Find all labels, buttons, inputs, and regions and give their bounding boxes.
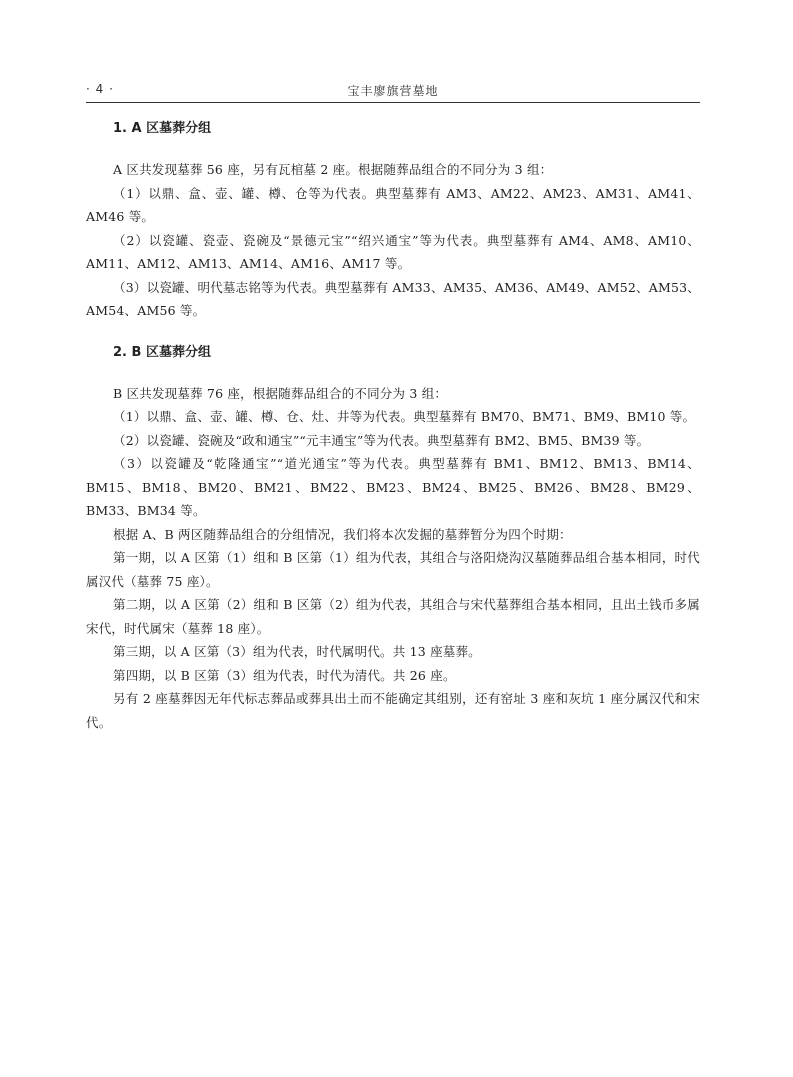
- section-heading-b: 2. B 区墓葬分组: [113, 344, 211, 360]
- book-title: 宝丰廖旗营墓地: [347, 84, 439, 98]
- paragraph-period-2: 第二期，以 A 区第（2）组和 B 区第（2）组为代表，其组合与宋代墓葬组合基本相同，且出土钱币多属宋代，时代属宋（墓葬 18 座）。: [86, 597, 700, 636]
- paragraph-b-group-2: （2）以瓷罐、瓷碗及“政和通宝”“元丰通宝”等为代表。典型墓葬有 BM2、BM5、BM39 等。: [113, 432, 650, 448]
- page-number: · 4 ·: [86, 82, 114, 96]
- paragraph-b-intro: B 区共发现墓葬 76 座，根据随葬品组合的不同分为 3 组：: [113, 385, 448, 401]
- document-page: [86, 0, 700, 1077]
- paragraph-period-4: 第四期，以 B 区第（3）组为代表，时代为清代。共 26 座。: [113, 667, 456, 683]
- paragraph-b-group-1: （1）以鼎、盒、壶、罐、樽、仓、灶、井等为代表。典型墓葬有 BM70、BM71、BM9、BM10 等。: [113, 409, 696, 424]
- paragraph-a-group-3: （3）以瓷罐、明代墓志铭等为代表。典型墓葬有 AM33、AM35、AM36、AM49、AM52、AM53、AM54、AM56 等。: [86, 279, 700, 318]
- paragraph-a-group-2: （2）以瓷罐、瓷壶、瓷碗及“景德元宝”“绍兴通宝”等为代表。典型墓葬有 AM4、AM8、AM10、AM11、AM12、AM13、AM14、AM16、AM17 等。: [86, 232, 700, 271]
- paragraph-period-3: 第三期，以 A 区第（3）组为代表，时代属明代。共 13 座墓葬。: [113, 644, 481, 659]
- paragraph-period-1: 第一期，以 A 区第（1）组和 B 区第（1）组为代表，其组合与洛阳烧沟汉墓随葬品组合基本相同，时代属汉代（墓葬 75 座）。: [86, 550, 700, 589]
- body-text: [86, 118, 700, 734]
- section-spacer: [86, 323, 700, 342]
- section-heading-a: 1. A 区墓葬分组: [113, 121, 212, 136]
- paragraph-a-group-1: （1）以鼎、盒、壶、罐、樽、仓等为代表。典型墓葬有 AM3、AM22、AM23、AM31、AM41、AM46 等。: [86, 185, 700, 224]
- paragraph-b-group-3: （3）以瓷罐及“乾隆通宝”“道光通宝”等为代表。典型墓葬有 BM1、BM12、BM13、BM14、BM15、BM18、BM20、BM21、BM22、BM23、BM24、BM25、BM26、BM28、BM29、BM33、BM34 等。: [86, 456, 700, 518]
- paragraph-a-intro: A 区共发现墓葬 56 座，另有瓦棺墓 2 座。根据随葬品组合的不同分为 3 组：: [113, 162, 553, 177]
- running-header: [86, 78, 700, 103]
- paragraph-period-summary: 根据 A、B 两区随葬品组合的分组情况，我们将本次发掘的墓葬暂分为四个时期：: [113, 526, 572, 542]
- paragraph-remaining: 另有 2 座墓葬因无年代标志葬品或葬具出土而不能确定其组别，还有窑址 3 座和灰坑 1 座分属汉代和宋代。: [86, 691, 700, 730]
